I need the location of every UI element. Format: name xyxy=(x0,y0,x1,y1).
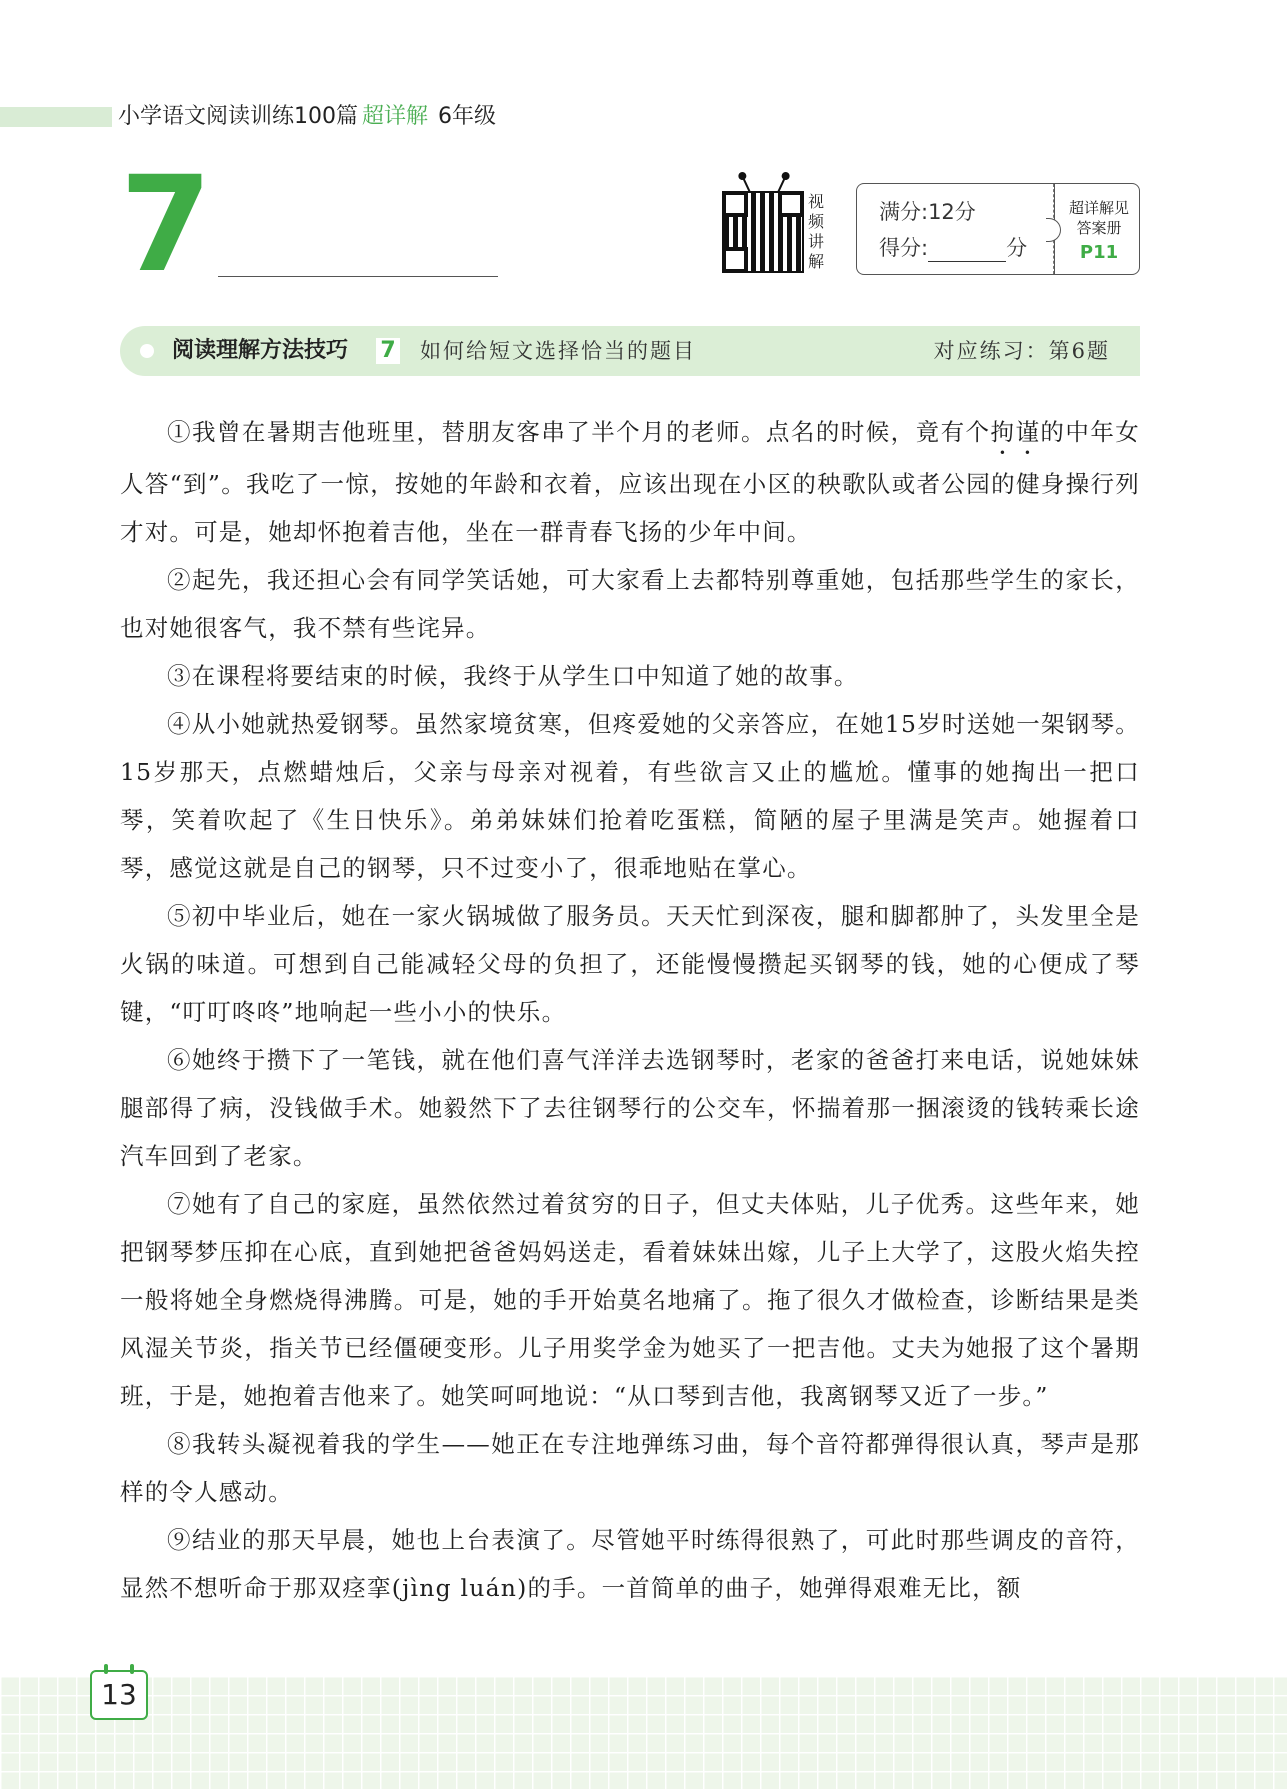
paragraph-3: ③在课程将要结束的时候，我终于从学生口中知道了她的故事。 xyxy=(167,662,859,690)
qr-label-char: 讲 xyxy=(807,232,824,251)
book-title xyxy=(118,103,496,131)
book-grade: 6年级 xyxy=(438,104,497,129)
page-number-badge xyxy=(90,1670,148,1720)
answer-ref-line2: 答案册 xyxy=(1076,219,1122,237)
footer-grid-band xyxy=(0,1676,1287,1789)
paragraph-2: ②起先，我还担心会有同学笑话她，可大家看上去都特别尊重她，包括那些学生的家长，也对她很客气，我不禁有些诧异。 xyxy=(120,566,1140,642)
answer-ref-text xyxy=(1061,198,1137,238)
book-title-main: 小学语文阅读训练100篇 xyxy=(118,104,358,129)
banner-practice: 对应练习：第6题 xyxy=(933,339,1110,363)
paragraph-1 xyxy=(120,408,1140,556)
p1-before: ①我曾在暑期吉他班里，替朋友客串了半个月的老师。点名的时候，竟有个 xyxy=(167,418,991,446)
banner-topic: 如何给短文选择恰当的题目 xyxy=(420,339,696,363)
answer-reference-tab xyxy=(1054,183,1140,275)
lesson-number: 7 xyxy=(120,148,212,302)
article-body xyxy=(120,408,1140,1612)
qr-label-char: 视 xyxy=(807,192,824,211)
qr-code-icon[interactable] xyxy=(724,193,802,271)
p1-emphasis: 拘谨 xyxy=(990,418,1041,446)
answer-page: P11 xyxy=(1079,242,1119,263)
tab-notch xyxy=(1046,218,1061,242)
banner-label: 阅读理解方法技巧 xyxy=(172,338,349,363)
p1-after: 的中年女人答“到”。我吃了一惊，按她的年龄和衣着，应该出现在小区的秧歌队或者公园的健身操行列才对。可是，她却怀抱着吉他，坐在一群青春飞扬的少年中间。 xyxy=(120,418,1140,546)
paragraph-8: ⑧我转头凝视着我的学生——她正在专注地弹练习曲，每个音符都弹得很认真，琴声是那样的令人感动。 xyxy=(120,1430,1140,1506)
paragraph-6: ⑥她终于攒下了一笔钱，就在他们喜气洋洋去选钢琴时，老家的爸爸打来电话，说她妹妹腿部得了病，没钱做手术。她毅然下了去往钢琴行的公交车，怀揣着那一捆滚烫的钱转乘长途汽车回到了老家。 xyxy=(120,1046,1140,1170)
qr-label-char: 解 xyxy=(807,252,824,271)
book-title-accent: 超详解 xyxy=(362,104,429,129)
score-got-unit: 分 xyxy=(1006,236,1028,260)
paragraph-9: ⑨结业的那天早晨，她也上台表演了。尽管她平时练得很熟了，可此时那些调皮的音符，显然不想听命于那双痉挛(jìng luán)的手。一首简单的曲子，她弹得艰难无比，额 xyxy=(120,1526,1140,1602)
banner-number: 7 xyxy=(376,338,400,364)
title-blank-line xyxy=(218,276,498,277)
paragraph-4: ④从小她就热爱钢琴。虽然家境贫寒，但疼爱她的父亲答应，在她15岁时送她一架钢琴。15岁那天，点燃蜡烛后，父亲与母亲对视着，有些欲言又止的尴尬。懂事的她掏出一把口琴，笑着吹起了《生日快乐》。弟弟妹妹们抢着吃蛋糕，简陋的屋子里满是笑声。她握着口琴，感觉这就是自己的钢琴，只不过变小了，很乖地贴在掌心。 xyxy=(120,710,1140,882)
method-banner xyxy=(120,326,1140,376)
paragraph-7: ⑦她有了自己的家庭，虽然依然过着贫穷的日子，但丈夫体贴，儿子优秀。这些年来，她把钢琴梦压抑在心底，直到她把爸爸妈妈送走，看着妹妹出嫁，儿子上大学了，这股火焰失控一般将她全身燃烧得沸腾。可是，她的手开始莫名地痛了。拖了很久才做检查，诊断结果是类风湿关节炎，指关节已经僵硬变形。儿子用奖学金为她买了一把吉他。丈夫为她报了这个暑期班，于是，她抱着吉他来了。她笑呵呵地说：“从口琴到吉他，我离钢琴又近了一步。” xyxy=(120,1190,1140,1410)
qr-video-label xyxy=(806,192,826,272)
full-score: 满分:12分 xyxy=(879,200,976,224)
header-accent-bar xyxy=(0,107,112,127)
banner-dot-icon xyxy=(140,344,154,358)
score-got-label: 得分: xyxy=(879,236,929,260)
paragraph-5: ⑤初中毕业后，她在一家火锅城做了服务员。天天忙到深夜，腿和脚都肿了，头发里全是火锅的味道。可想到自己能减轻父母的负担了，还能慢慢攒起买钢琴的钱，她的心便成了琴键，“叮叮咚咚”地响起一些小小的快乐。 xyxy=(120,902,1140,1026)
page-number: 13 xyxy=(101,1678,137,1711)
score-got-row xyxy=(879,234,1027,262)
answer-ref-line1: 超详解见 xyxy=(1068,199,1129,217)
qr-label-char: 频 xyxy=(807,212,824,231)
score-box xyxy=(856,183,1057,275)
score-blank[interactable] xyxy=(928,239,1006,262)
